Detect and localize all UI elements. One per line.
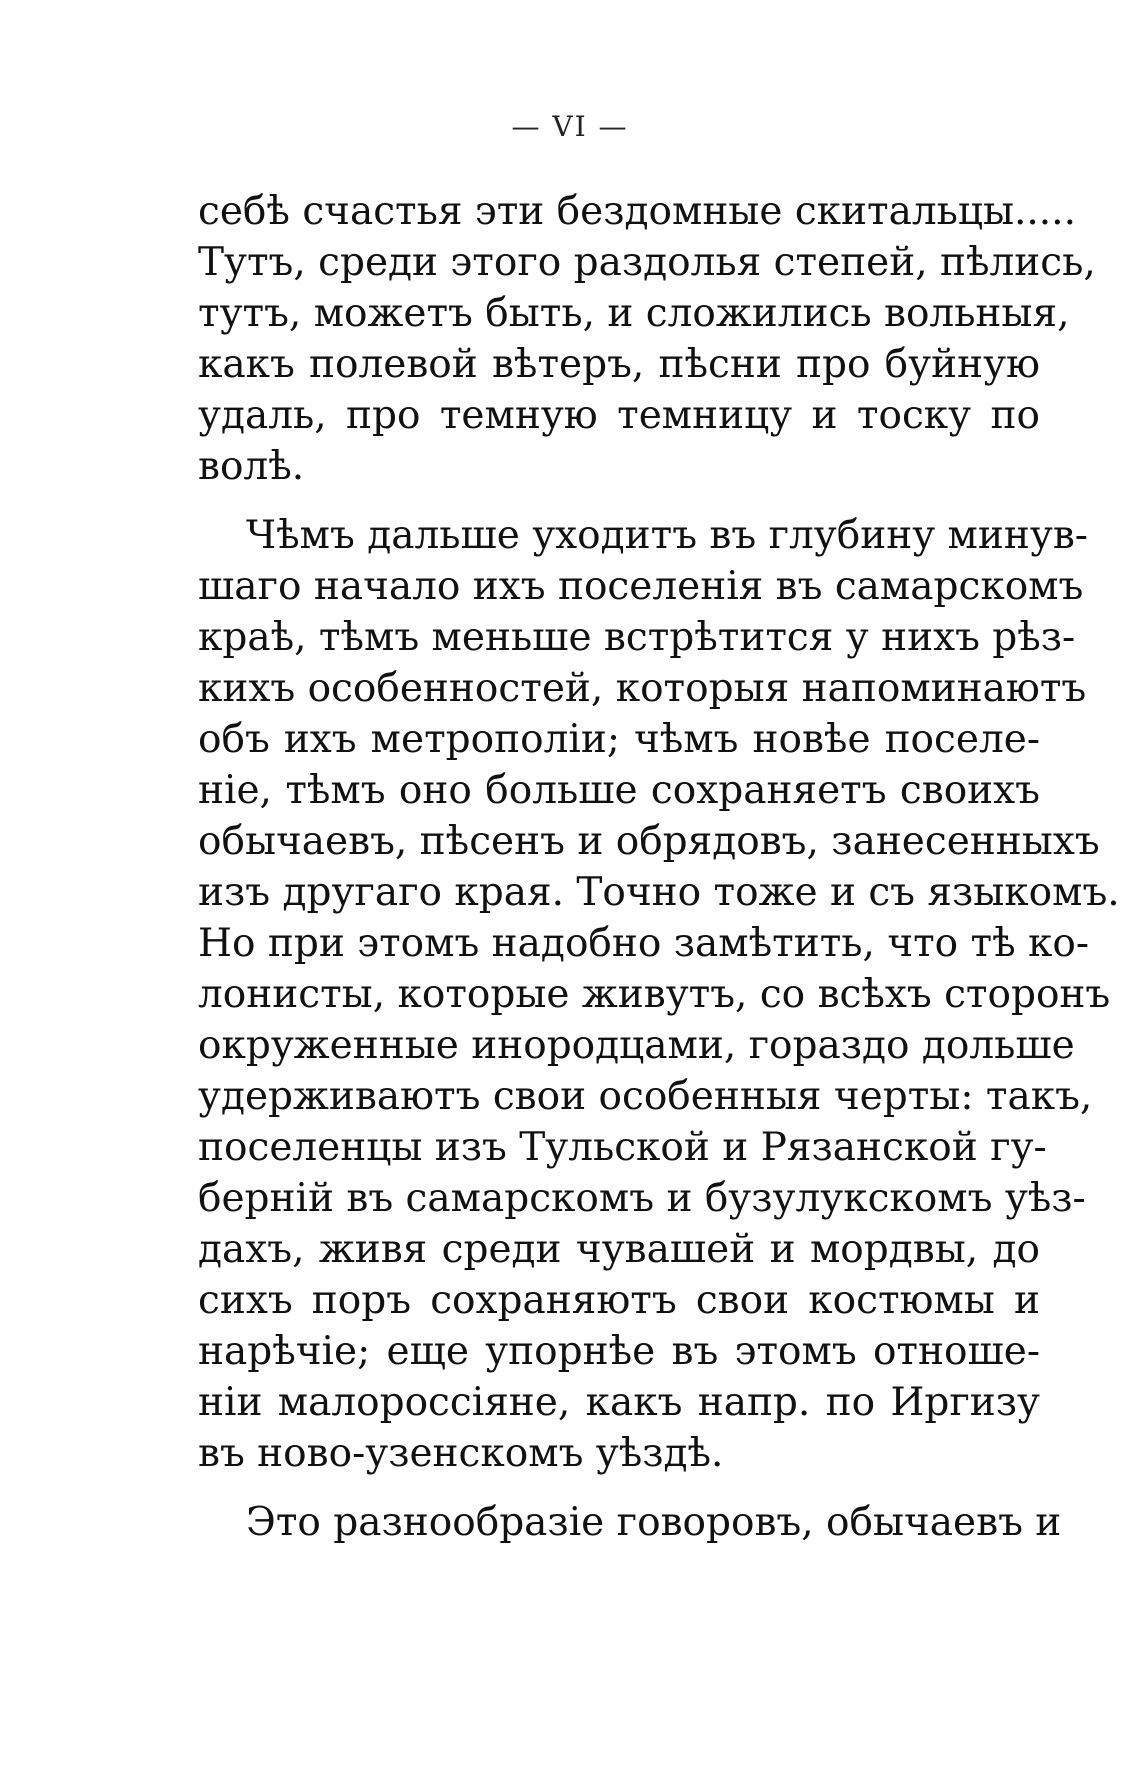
- text-line: Чѣмъ дальше уходитъ въ глубину минув-: [246, 513, 1088, 558]
- text-line: себѣ счастья эти бездомные скитальцы.....: [198, 189, 1076, 234]
- text-line: сихъ поръ сохраняютъ свои костюмы и: [198, 1278, 1040, 1323]
- text-line: тутъ, можетъ быть, и сложились вольныя,: [198, 291, 1070, 336]
- text-line: окруженные инородцами, гораздо дольше: [198, 1023, 1075, 1068]
- text-line: какъ полевой вѣтеръ, пѣсни про буйную: [198, 342, 1040, 387]
- text-line: объ ихъ метрополіи; чѣмъ новѣе поселе-: [198, 717, 1040, 762]
- paragraph-gap: [198, 1479, 1040, 1497]
- text-line: нарѣчіе; еще упорнѣе въ этомъ отноше-: [198, 1329, 1040, 1374]
- text-line: ніи малороссіяне, какъ напр. по Иргизу: [198, 1380, 1040, 1425]
- body-text: [198, 186, 1120, 1548]
- paragraph-2: [198, 510, 1120, 1479]
- paragraph-1: [198, 186, 1096, 492]
- text-line: краѣ, тѣмъ меньше встрѣтится у нихъ рѣз-: [198, 615, 1076, 660]
- paragraph-gap: [198, 492, 1040, 510]
- text-line: Это разнообразіе говоровъ, обычаевъ и: [246, 1500, 1062, 1545]
- text-line: берній въ самарскомъ и бузулукскомъ уѣз-: [198, 1176, 1086, 1221]
- text-line: кихъ особенностей, которыя напоминаютъ: [198, 666, 1087, 711]
- paragraph-3: [198, 1497, 1062, 1548]
- text-line: дахъ, живя среди чувашей и мордвы, до: [198, 1227, 1040, 1272]
- text-line: ніе, тѣмъ оно больше сохраняетъ своихъ: [198, 768, 1040, 813]
- text-line: обычаевъ, пѣсенъ и обрядовъ, занесенныхъ: [198, 819, 1100, 864]
- running-head-page-number: — VI —: [511, 110, 629, 143]
- text-line: Тутъ, среди этого раздолья степей, пѣлись,: [198, 240, 1096, 285]
- text-line: удерживаютъ свои особенныя черты: такъ,: [198, 1074, 1093, 1119]
- text-line: изъ другаго края. Точно тоже и съ языкомъ.: [198, 870, 1120, 915]
- text-line: удаль, про темную темницу и тоску по: [198, 393, 1040, 438]
- text-line: лонисты, которые живутъ, со всѣхъ сторонъ: [198, 972, 1111, 1017]
- text-line: поселенцы изъ Тульской и Рязанской гу-: [198, 1125, 1047, 1170]
- text-line: въ ново-узенскомъ уѣздѣ.: [198, 1431, 724, 1476]
- text-line: шаго начало ихъ поселенія въ самарскомъ: [198, 564, 1084, 609]
- text-line: волѣ.: [198, 444, 305, 489]
- text-line: Но при этомъ надобно замѣтить, что тѣ ко-: [198, 921, 1090, 966]
